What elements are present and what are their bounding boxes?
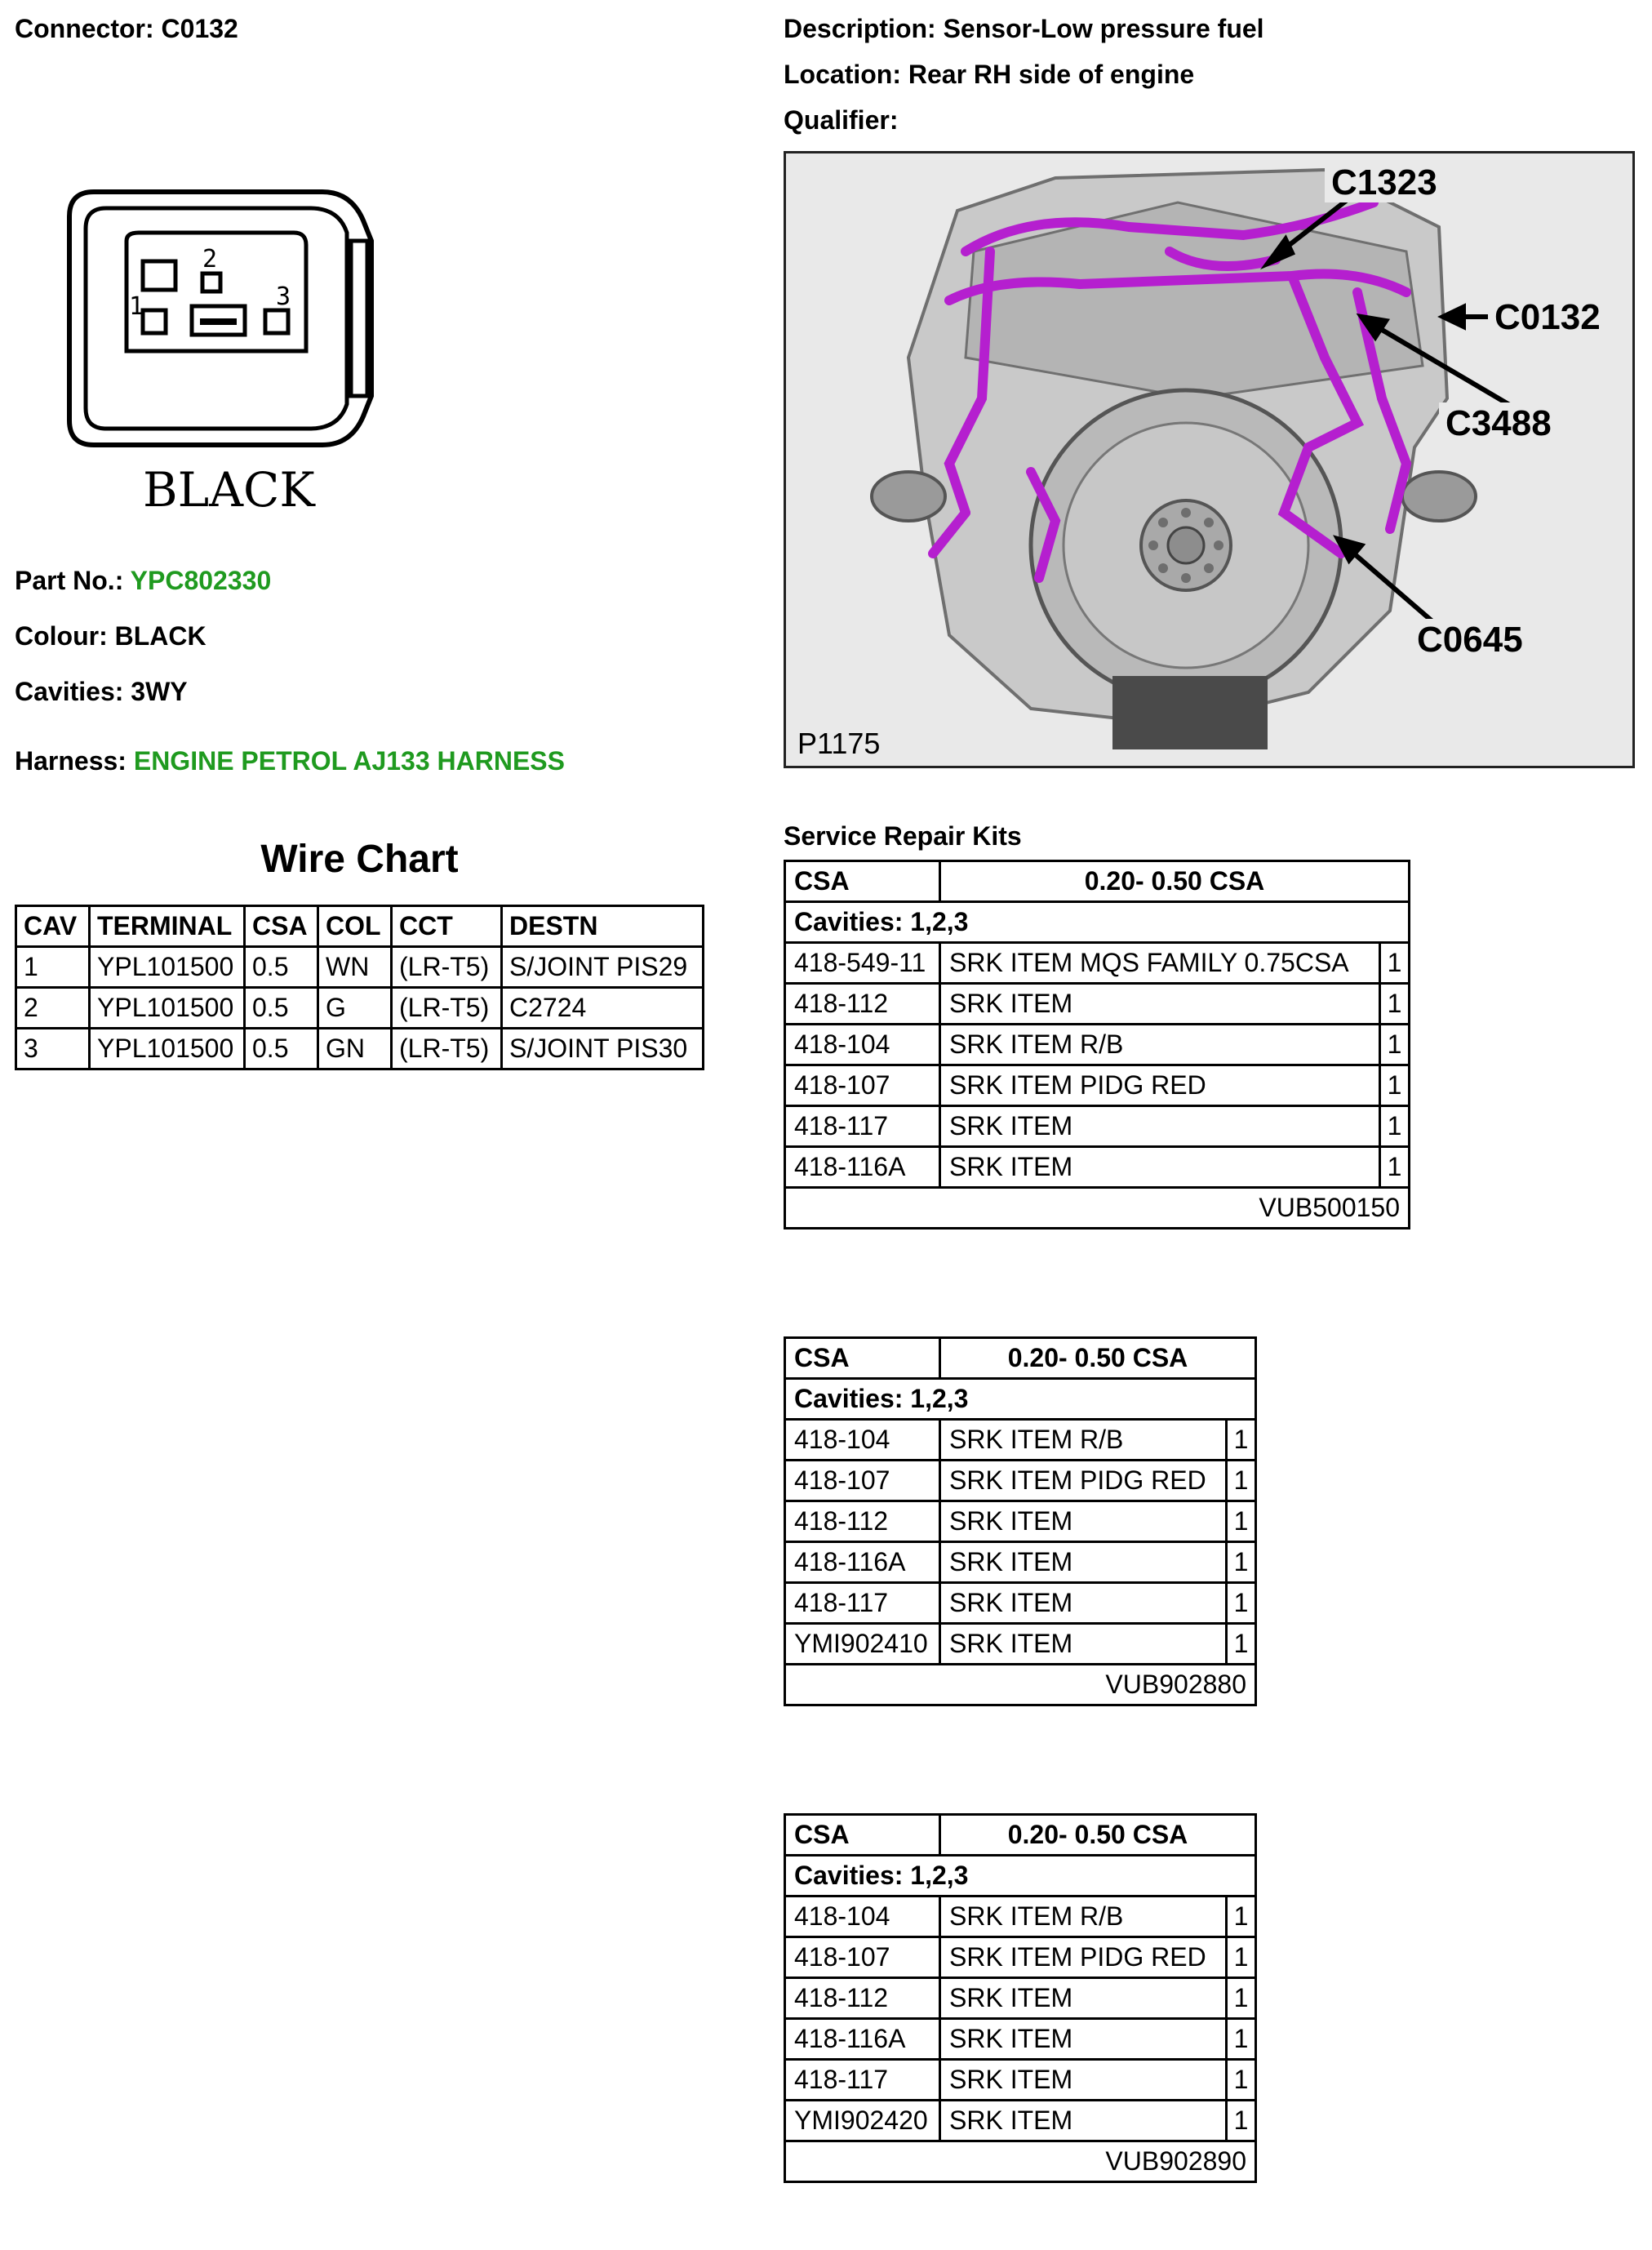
connector-label: Connector: [15, 14, 154, 43]
table-row [785, 943, 1410, 984]
repair-kit-2 [784, 1336, 1257, 1706]
location-value: Rear RH side of engine [908, 60, 1195, 89]
table-row [785, 1501, 1256, 1542]
table-row [785, 2019, 1256, 2060]
cell: SRK ITEM [940, 1106, 1380, 1147]
cell: (LR-T5) [392, 988, 502, 1029]
cell: 418-117 [785, 1106, 940, 1147]
cell: YPL101500 [90, 1029, 245, 1069]
repair-kit-1 [784, 860, 1410, 1229]
cell: 1 [1227, 1420, 1256, 1461]
kit-number: VUB902880 [785, 1665, 1256, 1705]
pin-2-marker [202, 273, 220, 291]
col-terminal: TERMINAL [90, 906, 245, 947]
engine-illustration [784, 151, 1635, 768]
pin-1-number: 1 [129, 292, 144, 321]
cavities-value: 3WY [131, 677, 188, 706]
cell: YPL101500 [90, 988, 245, 1029]
cell: YMI902410 [785, 1624, 940, 1665]
cell: 3 [16, 1029, 90, 1069]
cell: 1 [1380, 1025, 1410, 1065]
cell: 0.5 [245, 947, 318, 988]
cell: 1 [1227, 1896, 1256, 1937]
pin-3-cavity [265, 310, 288, 333]
repair-kit-3 [784, 1813, 1257, 2183]
sump-module [1112, 676, 1268, 749]
figure-id: P1175 [797, 727, 881, 760]
wire-chart-table [15, 905, 704, 1070]
cell: 418-112 [785, 984, 940, 1025]
csa-value: 0.20- 0.50 CSA [940, 861, 1410, 902]
cell: 0.5 [245, 1029, 318, 1069]
table-row [785, 1461, 1256, 1501]
cell: 418-116A [785, 1542, 940, 1583]
location-label: Location: [784, 60, 901, 89]
table-row [785, 2101, 1256, 2141]
cell: SRK ITEM PIDG RED [940, 1461, 1227, 1501]
cell: SRK ITEM [940, 1542, 1227, 1583]
cell: WN [318, 947, 392, 988]
cell: 418-549-11 [785, 943, 940, 984]
cell: (LR-T5) [392, 1029, 502, 1069]
cell: 1 [1227, 1624, 1256, 1665]
engine-drawing [786, 153, 1632, 766]
table-row [785, 1542, 1256, 1583]
colour-value: BLACK [114, 621, 206, 651]
colour-label: Colour: [15, 621, 108, 651]
cell: 418-112 [785, 1978, 940, 2019]
left-turbo [872, 472, 945, 521]
cell: SRK ITEM [940, 1978, 1227, 2019]
table-row [785, 1978, 1256, 2019]
table-row [785, 1065, 1410, 1106]
cell: 418-117 [785, 2060, 940, 2101]
qualifier-label: Qualifier: [784, 105, 899, 135]
cell: YMI902420 [785, 2101, 940, 2141]
cell: SRK ITEM PIDG RED [940, 1065, 1380, 1106]
cell: 1 [1380, 1106, 1410, 1147]
cell: SRK ITEM [940, 2060, 1227, 2101]
connector-colour-text: BLACK [143, 462, 315, 518]
cell: 1 [1227, 1501, 1256, 1542]
kit-cavities: Cavities: 1,2,3 [785, 902, 1410, 943]
kit-number: VUB500150 [785, 1188, 1410, 1229]
table-row [785, 984, 1410, 1025]
location [784, 59, 1194, 90]
description [784, 13, 1264, 44]
table-row [785, 1025, 1410, 1065]
cell: SRK ITEM [940, 1501, 1227, 1542]
cell: SRK ITEM MQS FAMILY 0.75CSA [940, 943, 1380, 984]
part-label: Part No.: [15, 566, 124, 595]
part-value[interactable]: YPC802330 [130, 566, 272, 595]
cell: GN [318, 1029, 392, 1069]
harness-label: Harness: [15, 746, 127, 776]
description-label: Description: [784, 14, 936, 43]
table-row [16, 947, 704, 988]
cell: G [318, 988, 392, 1029]
part-number [15, 565, 271, 596]
service-repair-kits-title: Service Repair Kits [784, 821, 1022, 851]
right-turbo [1402, 472, 1476, 521]
cell: 1 [16, 947, 90, 988]
description-value: Sensor-Low pressure fuel [943, 14, 1264, 43]
table-row [16, 1029, 704, 1069]
cell: 1 [1227, 1937, 1256, 1978]
cell: C2724 [502, 988, 704, 1029]
connector-latch [351, 241, 367, 396]
qualifier [784, 104, 898, 136]
cell: SRK ITEM R/B [940, 1420, 1227, 1461]
cavities [15, 676, 188, 707]
cell: 1 [1380, 984, 1410, 1025]
harness [15, 745, 565, 776]
table-row [785, 1106, 1410, 1147]
cell: 418-104 [785, 1025, 940, 1065]
cell: 418-112 [785, 1501, 940, 1542]
callout-c3488: C3488 [1446, 403, 1552, 443]
colour [15, 620, 206, 651]
cavities-label: Cavities: [15, 677, 124, 706]
cell: 1 [1227, 1542, 1256, 1583]
table-row [16, 988, 704, 1029]
cell: 418-107 [785, 1461, 940, 1501]
cell: SRK ITEM [940, 2101, 1227, 2141]
cell: 418-104 [785, 1896, 940, 1937]
cell: SRK ITEM [940, 984, 1380, 1025]
pin-2-blade [200, 318, 237, 325]
cell: SRK ITEM [940, 1583, 1227, 1624]
cell: 1 [1380, 1065, 1410, 1106]
table-row [785, 1896, 1256, 1937]
table-row [785, 1937, 1256, 1978]
cell: S/JOINT PIS29 [502, 947, 704, 988]
csa-value: 0.20- 0.50 CSA [940, 1815, 1256, 1856]
cell: 2 [16, 988, 90, 1029]
table-row [785, 2060, 1256, 2101]
cell: 1 [1227, 1461, 1256, 1501]
cell: 418-107 [785, 1937, 940, 1978]
col-col: COL [318, 906, 392, 947]
cell: 1 [1227, 1978, 1256, 2019]
callout-c0132: C0132 [1494, 297, 1601, 337]
col-csa: CSA [245, 906, 318, 947]
wire-chart-title: Wire Chart [260, 838, 459, 881]
pin-3-number: 3 [276, 282, 291, 311]
cell: 418-104 [785, 1420, 940, 1461]
col-destn: DESTN [502, 906, 704, 947]
cell: 418-117 [785, 1583, 940, 1624]
cell: 1 [1380, 943, 1410, 984]
connector-value: C0132 [161, 14, 238, 43]
cell: SRK ITEM R/B [940, 1896, 1227, 1937]
table-row [785, 1583, 1256, 1624]
cell: 1 [1227, 1583, 1256, 1624]
cell: SRK ITEM [940, 2019, 1227, 2060]
col-cav: CAV [16, 906, 90, 947]
cell: 418-107 [785, 1065, 940, 1106]
cell: YPL101500 [90, 947, 245, 988]
cell: SRK ITEM PIDG RED [940, 1937, 1227, 1978]
table-row [785, 1624, 1256, 1665]
cell: 418-116A [785, 2019, 940, 2060]
csa-label: CSA [785, 1815, 940, 1856]
cell: 1 [1227, 2101, 1256, 2141]
harness-value[interactable]: ENGINE PETROL AJ133 HARNESS [133, 746, 565, 776]
table-row [785, 1420, 1256, 1461]
cell: 1 [1227, 2019, 1256, 2060]
csa-label: CSA [785, 1338, 940, 1379]
csa-value: 0.20- 0.50 CSA [940, 1338, 1256, 1379]
table-row [785, 1147, 1410, 1188]
cell: 0.5 [245, 988, 318, 1029]
kit-cavities: Cavities: 1,2,3 [785, 1856, 1256, 1896]
wire-chart-header [16, 906, 704, 947]
cell: SRK ITEM [940, 1147, 1380, 1188]
kit-cavities: Cavities: 1,2,3 [785, 1379, 1256, 1420]
kit-number: VUB902890 [785, 2141, 1256, 2182]
col-cct: CCT [392, 906, 502, 947]
pin-2-number: 2 [202, 245, 218, 273]
cavity-marker [143, 261, 175, 290]
connector-id [15, 13, 238, 44]
cell: 1 [1227, 2060, 1256, 2101]
pin-1-cavity [143, 310, 166, 333]
cell: (LR-T5) [392, 947, 502, 988]
callout-c1323: C1323 [1331, 162, 1437, 202]
cell: SRK ITEM R/B [940, 1025, 1380, 1065]
cell: S/JOINT PIS30 [502, 1029, 704, 1069]
cell: 418-116A [785, 1147, 940, 1188]
csa-label: CSA [785, 861, 940, 902]
connector-face-diagram [57, 184, 384, 518]
cell: 1 [1380, 1147, 1410, 1188]
cell: SRK ITEM [940, 1624, 1227, 1665]
callout-c0645: C0645 [1417, 620, 1523, 660]
